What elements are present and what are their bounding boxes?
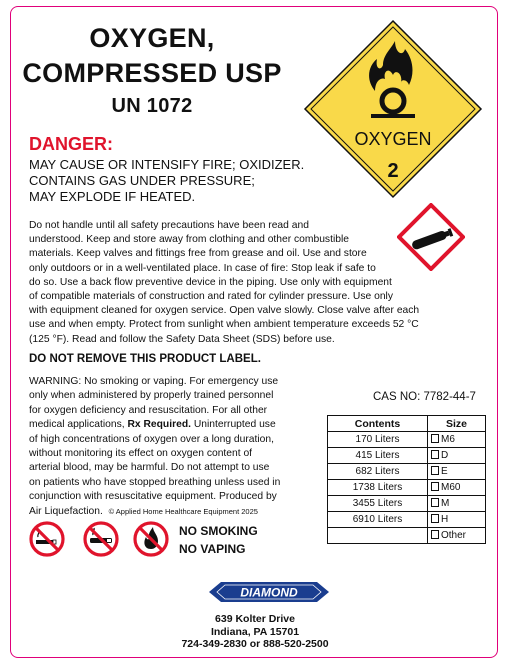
precaution-line: only outdoors or in a well-ventilated place. In case of fire: Stop leak if safe to <box>29 262 376 274</box>
size-cell <box>428 432 486 448</box>
cas-number <box>373 391 476 403</box>
table-row <box>328 448 486 464</box>
un-number: UN 1072 <box>111 95 193 117</box>
cas-value: 7782-44-7 <box>423 391 476 403</box>
company-address <box>11 613 498 651</box>
hazard-statement: MAY CAUSE OR INTENSIFY FIRE; OXIDIZER. <box>29 157 305 172</box>
no-smoking-icon <box>29 521 65 557</box>
precaution-line: (125 °F). Read and follow the Safety Data Sheet (SDS) before use. <box>29 333 335 345</box>
hazard-statements <box>29 157 304 205</box>
copyright-notice: © Applied Home Healthcare Equipment 2025 <box>108 506 258 516</box>
size-label: E <box>441 466 448 477</box>
table-row <box>328 480 486 496</box>
table-row <box>328 464 486 480</box>
size-label: M6 <box>441 434 455 445</box>
do-not-remove-notice: DO NOT REMOVE THIS PRODUCT LABEL. <box>29 353 261 365</box>
size-cell <box>428 512 486 528</box>
address-line: Indiana, PA 15701 <box>210 625 300 638</box>
precaution-line: materials. Keep valves and fittings free from grease and oil. Use and store <box>29 248 367 260</box>
size-cell <box>428 448 486 464</box>
table-row <box>328 528 486 544</box>
placard-class-number: 2 <box>387 160 399 182</box>
warning-text-fragment: medical applications, <box>29 419 128 431</box>
size-cell <box>428 528 486 544</box>
cylinder-size-table <box>327 415 486 544</box>
table-row <box>328 496 486 512</box>
precaution-line: understood. Keep and store away from clothing and other combustible <box>29 234 349 246</box>
warning-line: without monitoring its effect on oxygen content of <box>29 448 253 460</box>
logo-text: DIAMOND <box>240 585 298 600</box>
no-vaping-icon <box>83 521 119 557</box>
warning-line: WARNING: No smoking or vaping. For emergency use <box>29 376 279 387</box>
contents-cell: 415 Liters <box>328 448 428 464</box>
warning-line: of high concentrations of oxygen over a long duration, <box>29 433 274 445</box>
warning-line: on patients who have stopped breathing unless used in <box>29 476 281 488</box>
size-label: M60 <box>441 482 461 493</box>
precaution-line: of compatible materials of construction and rated for cylinder pressure. Use only <box>29 291 393 303</box>
address-line: 639 Kolter Drive <box>215 613 295 625</box>
checkbox <box>431 514 439 523</box>
no-open-flame-icon <box>133 521 169 557</box>
phone-numbers: 724-349-2830 or 888-520-2500 <box>181 638 329 651</box>
table-header-contents: Contents <box>328 416 428 432</box>
size-cell <box>428 496 486 512</box>
checkbox <box>431 498 439 507</box>
table-row <box>328 512 486 528</box>
contents-cell <box>328 528 428 544</box>
warning-line: conjunction with resuscitative equipment. Produced by <box>29 491 277 503</box>
cas-label: CAS NO: <box>373 391 421 403</box>
precautionary-statements <box>29 219 469 347</box>
warning-line-rx <box>29 418 319 432</box>
checkbox <box>431 434 439 443</box>
warning-text-fragment: Uninterrupted use <box>190 419 276 431</box>
product-title-line1: OXYGEN, <box>89 23 215 53</box>
precaution-line: do so. Use a back flow preventive device in the piping. Use only with equipment <box>29 276 392 288</box>
contents-cell: 170 Liters <box>328 432 428 448</box>
danger-heading: DANGER: <box>29 134 113 154</box>
hazard-statement: MAY EXPLODE IF HEATED. <box>29 189 196 204</box>
hazard-statement: CONTAINS GAS UNDER PRESSURE; <box>29 173 255 188</box>
precaution-line: with equipment cleaned for oxygen service. Open valve slowly. Close valve after each <box>29 305 420 317</box>
warning-text-fragment: Air Liquefaction. <box>29 505 103 517</box>
size-label: M <box>441 498 450 509</box>
warning-line: arterial blood, may be harmful. Do not attempt to use <box>29 462 270 474</box>
precaution-line: Do not handle until all safety precautions have been read and <box>29 220 309 231</box>
hazard-placard <box>303 19 483 199</box>
size-label: H <box>441 514 449 525</box>
placard-label: OXYGEN <box>354 129 432 149</box>
checkbox <box>431 482 439 491</box>
contents-cell: 3455 Liters <box>328 496 428 512</box>
size-label: D <box>441 450 449 461</box>
contents-cell: 6910 Liters <box>328 512 428 528</box>
contents-cell: 1738 Liters <box>328 480 428 496</box>
product-title-line2: COMPRESSED USP <box>22 58 282 88</box>
checkbox <box>431 466 439 475</box>
rx-required: Rx Required. <box>127 419 191 431</box>
size-cell <box>428 464 486 480</box>
size-cell <box>428 480 486 496</box>
table-header-size: Size <box>428 416 486 432</box>
table-row <box>328 432 486 448</box>
size-label: Other <box>441 530 467 541</box>
no-smoking-text <box>179 522 258 558</box>
company-logo <box>209 581 329 603</box>
precaution-line: use and when empty. Protect from sunlight when ambient temperature exceeds 52 °C <box>29 319 419 331</box>
no-vaping-line: NO VAPING <box>179 542 246 556</box>
no-smoking-line: NO SMOKING <box>179 524 258 538</box>
warning-last-line <box>29 505 319 519</box>
checkbox <box>431 450 439 459</box>
warning-line: for oxygen deficiency and resuscitation. For all other <box>29 404 268 416</box>
checkbox <box>431 530 439 539</box>
warning-text <box>29 375 319 519</box>
warning-line: only when administered by properly trained personnel <box>29 390 274 402</box>
contents-cell: 682 Liters <box>328 464 428 480</box>
product-label <box>10 6 498 658</box>
